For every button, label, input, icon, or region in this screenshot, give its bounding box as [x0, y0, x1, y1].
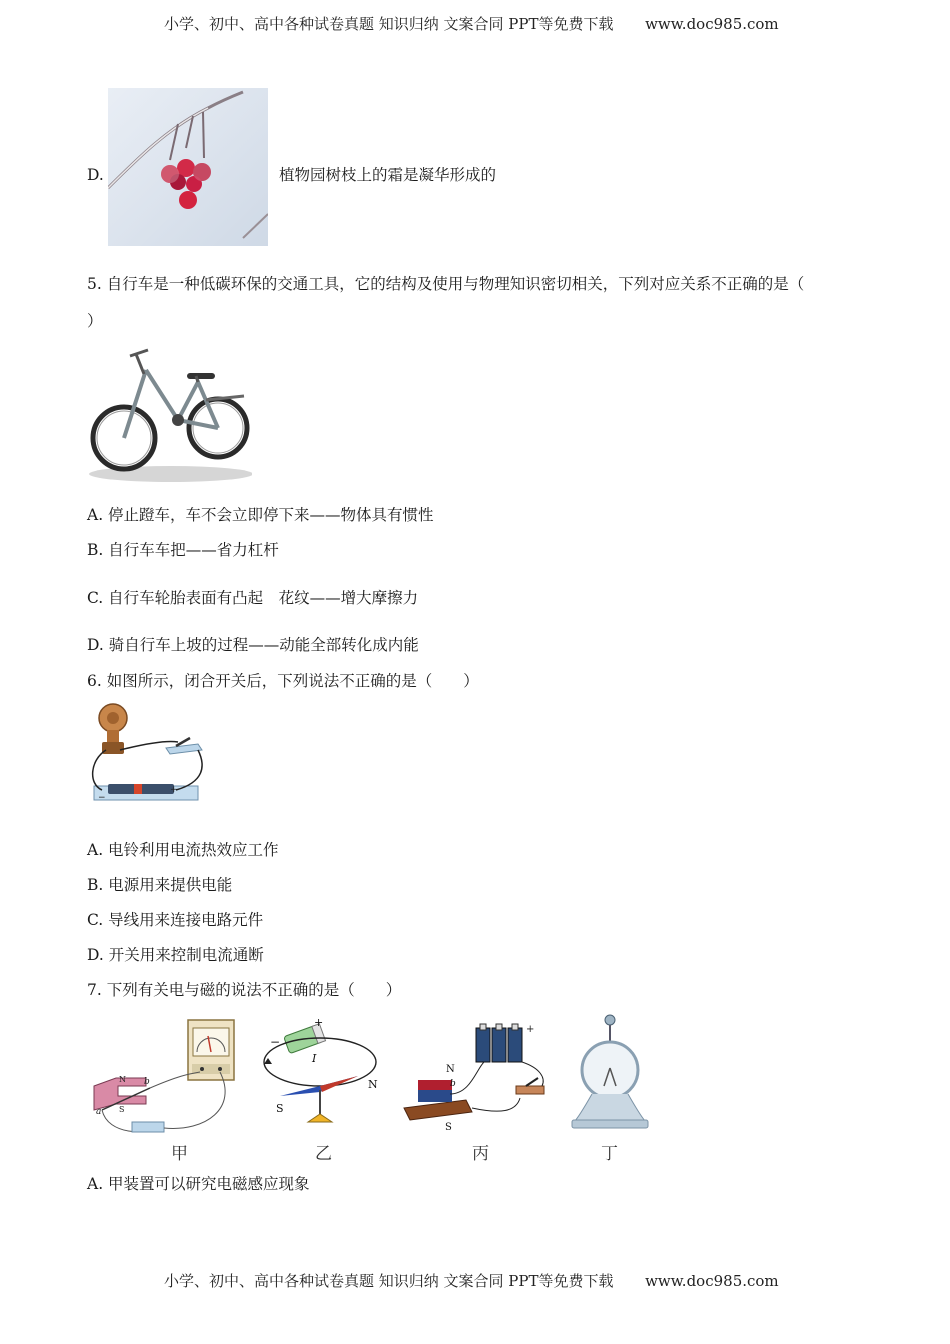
- bell-circuit-image: [86, 700, 206, 810]
- bing-plus-label: +: [526, 1024, 535, 1035]
- yi-plus-label: +: [314, 1016, 324, 1029]
- q7-stem: 7. 下列有关电与磁的说法不正确的是（ ）: [87, 981, 402, 999]
- q6-stem: 6. 如图所示，闭合开关后，下列说法不正确的是（ ）: [87, 672, 479, 690]
- jia-n-label: N: [119, 1075, 126, 1084]
- q5-stem: 5. 自行车是一种低碳环保的交通工具，它的结构及使用与物理知识密切相关，下列对应关系不正确的是（: [87, 275, 805, 293]
- jia-b-label: b: [144, 1077, 150, 1087]
- caption-ding: 丁: [601, 1144, 618, 1164]
- figure-jia-induction: [88, 1016, 248, 1140]
- caption-bing: 丙: [472, 1144, 489, 1164]
- svg-text:+: +: [170, 785, 178, 795]
- figure-ding-electroscope: [570, 1012, 650, 1140]
- bing-b-label: b: [450, 1079, 456, 1089]
- jia-s-label: S: [119, 1105, 125, 1114]
- frost-berries-image: [108, 88, 268, 246]
- q5-stem-close: ）: [87, 312, 103, 330]
- yi-minus-label: −: [270, 1035, 281, 1049]
- yi-current-label: I: [312, 1052, 317, 1065]
- yi-s-label: S: [276, 1102, 284, 1115]
- q6-option-d: D. 开关用来控制电流通断: [87, 946, 264, 964]
- svg-text:−: −: [98, 793, 106, 803]
- q6-option-a: A. 电铃利用电流热效应工作: [87, 841, 279, 859]
- q7-option-a: A. 甲装置可以研究电磁感应现象: [87, 1175, 310, 1193]
- jia-a-label: a: [96, 1107, 102, 1117]
- bing-s-label: S: [445, 1122, 452, 1133]
- caption-yi: 乙: [315, 1144, 332, 1164]
- q5-option-d: D. 骑自行车上坡的过程——动能全部转化成内能: [87, 636, 419, 654]
- q4-option-d-text: 植物园树枝上的霜是凝华形成的: [279, 166, 497, 184]
- page-footer: [164, 1270, 779, 1291]
- q5-option-c: C. 自行车轮胎表面有凸起 花纹——增大摩擦力: [87, 589, 419, 607]
- bing-n-label: N: [446, 1064, 455, 1075]
- q5-option-a: A. 停止蹬车，车不会立即停下来——物体具有惯性: [87, 506, 434, 524]
- header-text: 小学、初中、高中各种试卷真题 知识归纳 文案合同 PPT等免费下载: [164, 15, 614, 33]
- q6-option-c: C. 导线用来连接电路元件: [87, 911, 264, 929]
- q5-option-b: B. 自行车车把——省力杠杆: [87, 541, 279, 559]
- q4-option-d-label: D.: [87, 166, 104, 184]
- footer-text: 小学、初中、高中各种试卷真题 知识归纳 文案合同 PPT等免费下载: [164, 1272, 614, 1290]
- header-url-link[interactable]: www.doc985.com: [645, 15, 779, 33]
- caption-jia: 甲: [171, 1144, 188, 1164]
- yi-n-label: N: [368, 1078, 378, 1091]
- figure-yi-oersted: [258, 1014, 384, 1140]
- footer-url-link[interactable]: www.doc985.com: [645, 1272, 779, 1290]
- bicycle-image: [86, 340, 252, 482]
- page-header: [164, 13, 779, 34]
- q6-option-b: B. 电源用来提供电能: [87, 876, 233, 894]
- figure-bing-electromagnet: [400, 1022, 552, 1140]
